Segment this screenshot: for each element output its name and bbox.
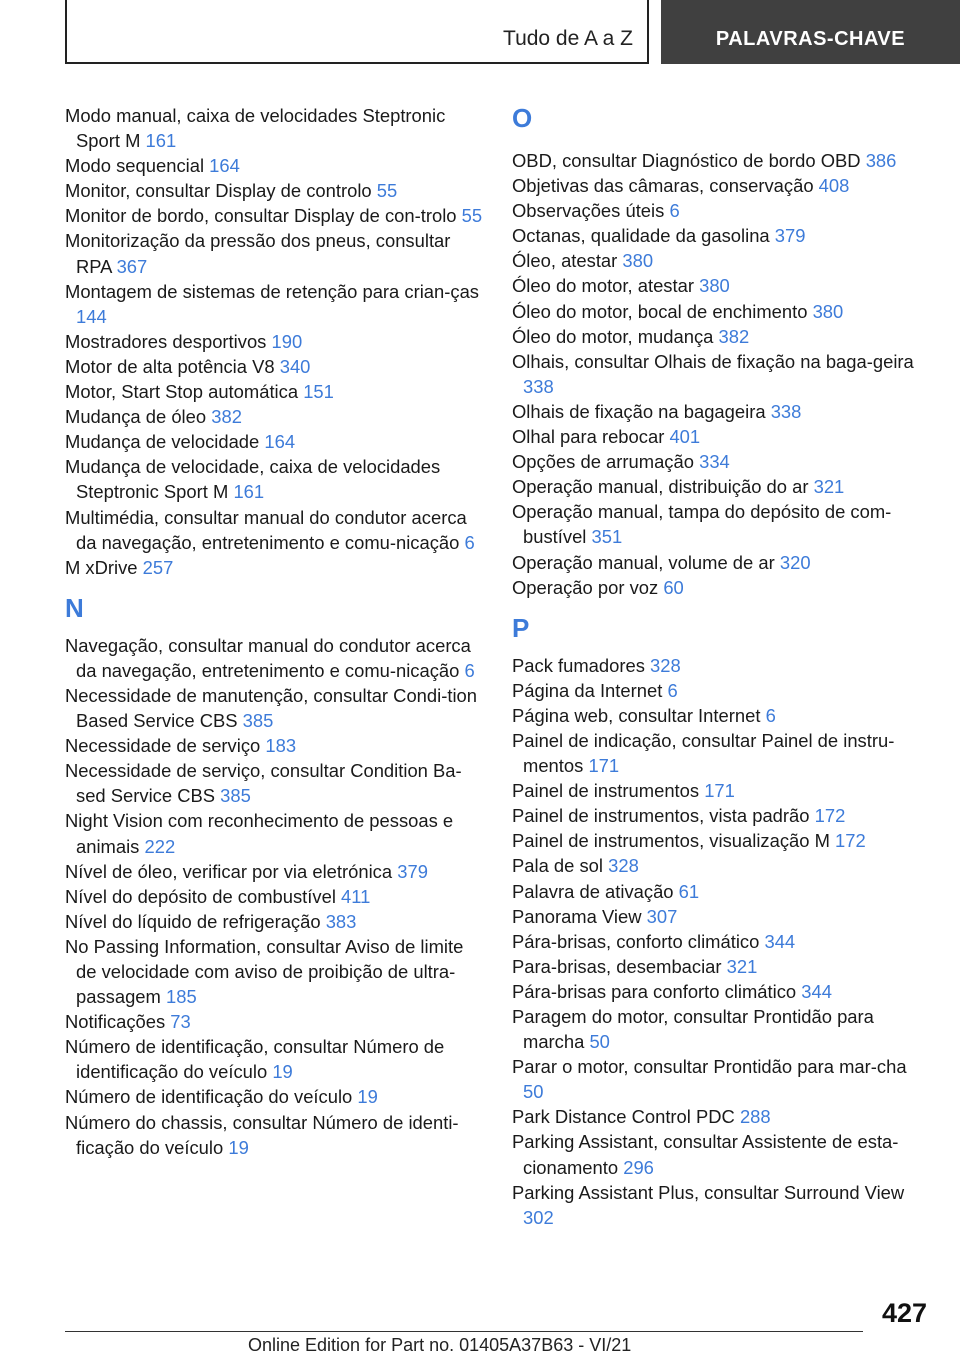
index-entry [65,859,483,884]
entry-term: Mudança de velocidade [65,431,260,453]
entry-term: Necessidade de serviço [65,735,261,757]
entry-page-link[interactable]: 19 [357,1086,378,1108]
entry-term: Pack fumadores [512,654,645,676]
entry-term: Monitorização da pressão dos pneus, consultar RPA [65,230,451,277]
entry-page-link[interactable]: 55 [376,180,398,202]
index-letter-n: N [65,592,84,623]
entry-term: Olhais de fixação na bagageira [512,400,766,422]
index-entry [65,103,483,153]
index-entry [65,153,483,178]
index-entry [512,550,930,575]
entry-term: Motor de alta potência V8 [65,355,275,377]
entry-page-link[interactable]: 288 [739,1106,771,1128]
entry-page-link[interactable]: 328 [608,855,639,877]
entry-page-link[interactable]: 382 [718,325,750,347]
entry-page-link[interactable]: 296 [623,1156,654,1178]
chapter-tab[interactable] [661,0,960,64]
index-entry [512,954,930,979]
entry-page-link[interactable]: 386 [865,150,897,171]
entry-page-link[interactable]: 320 [779,551,811,573]
index-entry [65,379,483,404]
index-entry [512,424,930,449]
entry-page-link[interactable]: 6 [464,659,475,681]
index-entry [512,575,930,600]
entry-page-link[interactable]: 351 [591,526,623,548]
entry-group-n [65,633,483,1160]
entry-page-link[interactable]: 340 [279,355,311,377]
index-entry [512,828,930,853]
entry-page-link[interactable]: 367 [116,255,148,277]
entry-page-link[interactable]: 222 [144,835,176,857]
index-entry [65,909,483,934]
index-entry [512,1054,930,1104]
header-section-box [65,0,649,64]
entry-page-link[interactable]: 379 [774,225,806,247]
entry-term: Palavra de ativação [512,880,674,902]
entry-page-link[interactable]: 6 [464,531,475,553]
index-entry [65,934,483,1009]
index-entry [65,354,483,379]
entry-page-link[interactable]: 321 [726,955,758,977]
index-entry [65,429,483,454]
index-column-right [512,103,930,1230]
entry-term: Octanas, qualidade da gasolina [512,225,770,247]
entry-page-link[interactable]: 60 [663,576,684,598]
entry-page-link[interactable]: 307 [646,905,678,927]
entry-term: Painel de instrumentos, vista padrão [512,805,810,827]
index-entry [65,733,483,758]
entry-term: Nível do líquido de refrigeração [65,910,321,932]
entry-page-link[interactable]: 164 [264,431,296,453]
entry-term: Motor, Start Stop automática [65,381,299,403]
entry-page-link[interactable]: 338 [770,400,802,422]
chapter-tab-label: PALAVRAS-CHAVE [715,28,906,50]
index-entry [65,228,483,278]
entry-page-link[interactable]: 380 [622,250,654,272]
entry-term: Monitor de bordo, consultar Display de con‐trolo [65,205,457,227]
entry-page-link[interactable]: 61 [678,880,700,902]
entry-term: OBD, consultar Diagnóstico de bordo OBD [512,150,861,171]
index-entry [512,653,930,678]
entry-group-o [512,148,930,600]
entry-term: Panorama View [512,905,642,927]
entry-page-link[interactable]: 55 [461,205,483,227]
entry-page-link[interactable]: 257 [142,556,174,578]
entry-page-link[interactable]: 73 [170,1011,191,1033]
index-entry [65,279,483,329]
index-entry [65,454,483,504]
index-entry [512,803,930,828]
index-entry [512,173,930,198]
entry-term: Necessidade de serviço, consultar Condition Ba‐sed Service CBS [65,760,462,807]
index-entry [65,404,483,429]
index-entry [512,248,930,273]
index-entry [65,203,483,228]
index-entry [512,703,930,728]
entry-term: Parking Assistant Plus, consultar Surround View [512,1181,905,1203]
index-entry [512,1104,930,1129]
entry-term: Modo sequencial [65,155,205,177]
entry-page-link[interactable]: 171 [704,780,735,802]
index-entry [65,1110,483,1160]
entry-page-link[interactable]: 164 [209,155,240,177]
index-entry [512,399,930,424]
entry-group-m [65,103,483,580]
entry-page-link[interactable]: 385 [220,785,251,807]
entry-term: Página da Internet [512,679,663,701]
entry-page-link[interactable]: 383 [325,910,357,932]
footer-divider [65,1331,863,1332]
entry-term: Para-brisas, desembaciar [512,955,722,977]
index-entry [65,505,483,555]
entry-term: Notificações [65,1011,166,1033]
index-column-left [65,103,483,1160]
entry-term: Painel de instrumentos, visualização M [512,830,830,852]
entry-term: Paragem do motor, consultar Prontidão para marcha [512,1006,874,1053]
entry-page-link[interactable]: 151 [303,381,334,403]
entry-term: Parking Assistant, consultar Assistente de esta‐cionamento [512,1131,899,1178]
index-entry [512,979,930,1004]
entry-term: Número de identificação, consultar Número de identificação do veículo [65,1036,445,1083]
entry-page-link[interactable]: 183 [265,735,297,757]
index-entry [512,273,930,298]
entry-page-link[interactable]: 185 [165,986,197,1008]
index-entry [65,178,483,203]
index-letter-o: O [512,103,533,133]
entry-term: Montagem de sistemas de retenção para crian‐ças [65,280,479,302]
entry-page-link[interactable]: 6 [669,200,680,222]
index-entry [65,758,483,808]
index-entry [65,683,483,733]
entry-term: Nível do depósito de combustível [65,885,336,907]
entry-page-link[interactable]: 385 [242,710,274,732]
entry-page-link[interactable]: 144 [76,305,107,327]
entry-page-link[interactable]: 344 [764,930,796,952]
entry-page-link[interactable]: 379 [397,860,428,882]
entry-term: Multimédia, consultar manual do condutor acerca da navegação, entretenimento e comu‐nicação [65,506,467,553]
entry-page-link[interactable]: 408 [818,175,850,197]
entry-term: Painel de indicação, consultar Painel de instru‐mentos [512,729,895,777]
entry-term: Pala de sol [512,855,603,877]
index-entry [65,555,483,580]
index-entry [512,198,930,223]
entry-term: Pára-brisas, conforto climático [512,930,760,952]
entry-term: Monitor, consultar Display de controlo [65,180,372,202]
entry-page-link[interactable]: 50 [589,1031,610,1053]
entry-term: Nível de óleo, verificar por via eletrónica [65,860,393,882]
entry-term: Observações úteis [512,200,665,222]
entry-term: Mudança de óleo [65,406,207,428]
entry-page-link[interactable]: 171 [588,755,620,777]
entry-term: No Passing Information, consultar Aviso de limite de velocidade com aviso de proibição de ultra‐passagem [65,935,464,1008]
index-entry [65,329,483,354]
entry-page-link[interactable]: 328 [650,654,681,676]
entry-term: Pára-brisas para conforto climático [512,980,797,1002]
entry-page-link[interactable]: 172 [835,830,866,852]
entry-term: Objetivas das câmaras, conservação [512,175,814,197]
section-title: Tudo de A a Z [503,27,633,50]
entry-term: Opções de arrumação [512,451,694,473]
entry-term: Número de identificação do veículo [65,1086,353,1108]
index-entry [512,879,930,904]
index-entry [512,449,930,474]
entry-term: Óleo, atestar [512,250,618,272]
index-entry [512,1180,930,1230]
entry-page-link[interactable]: 190 [271,330,303,352]
entry-page-link[interactable]: 172 [814,805,846,827]
index-entry [512,299,930,324]
index-entry [512,1129,930,1179]
entry-term: Operação manual, tampa do depósito de com‐bustível [512,501,892,548]
index-entry [512,148,930,173]
footer-edition-text: Online Edition for Part no. 01405A37B63 - VI/21 [248,1335,632,1355]
entry-term: Óleo do motor, bocal de enchimento [512,300,808,322]
entry-page-link[interactable]: 6 [667,679,678,701]
index-entry [512,324,930,349]
page-number: 427 [882,1298,928,1328]
index-entry [512,678,930,703]
entry-page-link[interactable]: 380 [699,275,730,297]
entry-term: Número do chassis, consultar Número de identi‐ficação do veículo [65,1111,459,1158]
entry-page-link[interactable]: 161 [145,130,177,152]
entry-term: Park Distance Control PDC [512,1106,735,1128]
index-entry [512,853,930,878]
entry-term: Óleo do motor, atestar [512,275,694,297]
entry-page-link[interactable]: 50 [523,1081,544,1103]
entry-page-link[interactable]: 161 [233,481,265,503]
index-entry [512,349,930,399]
entry-term: Painel de instrumentos [512,780,700,802]
entry-page-link[interactable]: 302 [523,1206,554,1228]
entry-page-link[interactable]: 338 [523,375,554,397]
entry-term: Mudança de velocidade, caixa de velocidades Steptronic Sport M [65,456,441,503]
entry-term: Modo manual, caixa de velocidades Steptronic Sport M [65,105,446,152]
entry-term: Página web, consultar Internet [512,704,761,726]
entry-term: Parar o motor, consultar Prontidão para mar‐cha [512,1056,907,1078]
entry-term: Night Vision com reconhecimento de pessoas e animais [65,810,454,857]
index-entry [65,1009,483,1034]
entry-term: Óleo do motor, mudança [512,325,714,347]
index-entry [512,904,930,929]
index-entry [512,728,930,778]
index-entry [512,474,930,499]
entry-term: Operação manual, distribuição do ar [512,476,809,498]
index-entry [512,929,930,954]
entry-page-link[interactable]: 401 [669,426,701,448]
entry-group-p [512,653,930,1230]
entry-term: Navegação, consultar manual do condutor acerca da navegação, entretenimento e comu‐nicação [65,634,471,681]
index-entry [512,1004,930,1054]
entry-term: Olhal para rebocar [512,426,665,448]
index-entry [512,499,930,549]
entry-term: Operação por voz [512,576,659,598]
entry-page-link[interactable]: 321 [813,476,845,498]
index-letter-p: P [512,612,530,643]
entry-page-link[interactable]: 382 [211,406,242,428]
entry-term: M xDrive [65,556,138,578]
entry-term: Necessidade de manutenção, consultar Condi‐tion Based Service CBS [65,684,477,732]
entry-page-link[interactable]: 411 [341,885,371,907]
entry-term: Mostradores desportivos [65,330,267,352]
index-entry [65,808,483,858]
entry-page-link[interactable]: 19 [228,1136,249,1158]
index-entry [65,633,483,683]
index-entry [65,1034,483,1084]
entry-term: Olhais, consultar Olhais de fixação na baga‐geira [512,350,914,372]
index-entry [65,1084,483,1109]
index-entry [65,884,483,909]
entry-page-link[interactable]: 334 [699,451,730,473]
index-entry [512,223,930,248]
entry-page-link[interactable]: 19 [272,1061,293,1083]
entry-term: Operação manual, volume de ar [512,551,775,573]
entry-page-link[interactable]: 380 [812,300,844,322]
entry-page-link[interactable]: 344 [801,980,832,1002]
entry-page-link[interactable]: 6 [765,704,776,726]
index-entry [512,778,930,803]
